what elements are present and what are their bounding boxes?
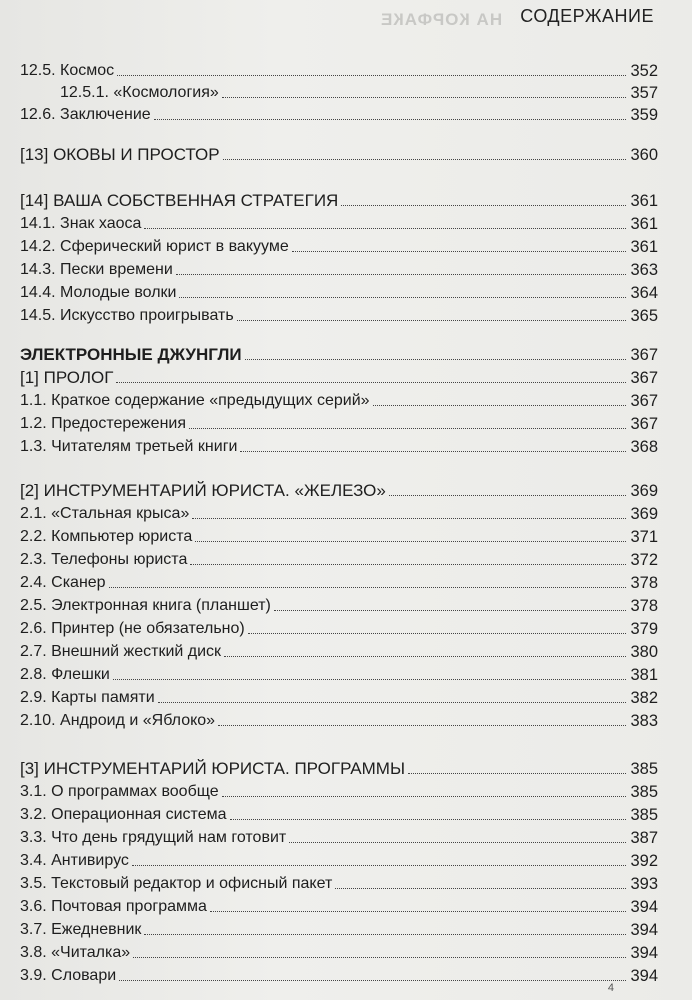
dot-leader xyxy=(408,773,626,774)
toc-label: [14] ВАША СОБСТВЕННАЯ СТРАТЕГИЯ xyxy=(20,191,339,210)
dot-leader xyxy=(389,495,627,496)
toc-entry xyxy=(20,963,658,985)
toc-page-number: 382 xyxy=(630,689,658,707)
toc-label: 14.2. Сферический юрист в вакууме xyxy=(20,238,289,255)
toc-entry xyxy=(20,940,658,962)
toc-page-number: 372 xyxy=(630,551,658,569)
toc-chapter-entry xyxy=(20,188,658,210)
toc-chapter-entry xyxy=(20,142,658,164)
toc-label: 2.1. «Стальная крыса» xyxy=(20,505,190,522)
toc-page-number: 360 xyxy=(630,146,658,164)
toc-chapter-entry xyxy=(20,365,658,387)
toc-page-number: 359 xyxy=(630,106,658,124)
dot-leader xyxy=(274,610,627,611)
toc-entry xyxy=(20,802,658,824)
dot-leader xyxy=(117,75,626,76)
dot-leader xyxy=(179,297,626,298)
dot-leader xyxy=(192,518,626,519)
toc-page-number: 367 xyxy=(630,392,658,410)
toc-entry xyxy=(20,871,658,893)
toc-label: 1.1. Краткое содержание «предыдущих серий» xyxy=(20,392,370,409)
toc-page-number: 383 xyxy=(630,712,658,730)
dot-leader xyxy=(292,251,627,252)
toc-label: 2.4. Сканер xyxy=(20,574,106,591)
toc-entry xyxy=(20,685,658,707)
toc-entry xyxy=(20,593,658,615)
toc-part-entry xyxy=(20,342,658,364)
toc-label: 3.3. Что день грядущий нам готовит xyxy=(20,829,287,846)
dot-leader xyxy=(245,359,627,360)
toc-label: 12.6. Заключение xyxy=(20,106,151,123)
dot-leader xyxy=(240,451,626,452)
toc-page-number: 392 xyxy=(630,852,658,870)
toc-page-number: 365 xyxy=(630,307,658,325)
toc-label: 3.8. «Читалка» xyxy=(20,944,131,961)
toc-label: [13] ОКОВЫ И ПРОСТОР xyxy=(20,145,220,164)
dot-leader xyxy=(109,587,627,588)
toc-page-number: 385 xyxy=(630,783,658,801)
toc-page-number: 380 xyxy=(630,643,658,661)
toc-entry xyxy=(20,388,658,410)
toc-page-number: 364 xyxy=(630,284,658,302)
dot-leader xyxy=(154,119,627,120)
toc-entry xyxy=(20,257,658,279)
toc-label: 3.4. Антивирус xyxy=(20,852,129,869)
toc-entry xyxy=(20,211,658,233)
dot-leader xyxy=(237,320,627,321)
toc-entry xyxy=(20,303,658,325)
toc-page-number: 394 xyxy=(630,944,658,962)
toc-page-number: 394 xyxy=(630,921,658,939)
toc-page-number: 367 xyxy=(630,369,658,387)
dot-leader xyxy=(222,796,627,797)
dot-leader xyxy=(189,428,626,429)
toc-entry xyxy=(20,570,658,592)
dot-leader xyxy=(158,702,627,703)
toc-page-number: 352 xyxy=(630,62,658,80)
toc-label: 14.5. Искусство проигрывать xyxy=(20,307,234,324)
toc-label: [3] ИНСТРУМЕНТАРИЙ ЮРИСТА. ПРОГРАММЫ xyxy=(20,759,405,778)
dot-leader xyxy=(144,228,626,229)
dot-leader xyxy=(195,541,626,542)
toc-page-number: 387 xyxy=(630,829,658,847)
toc-page-number: 381 xyxy=(630,666,658,684)
dot-leader xyxy=(113,679,627,680)
toc-page-number: 385 xyxy=(630,806,658,824)
toc-entry xyxy=(20,58,658,80)
toc-chapter-entry xyxy=(20,478,658,500)
dot-leader xyxy=(224,656,626,657)
toc-label: [1] ПРОЛОГ xyxy=(20,368,114,387)
toc-page-number: 363 xyxy=(630,261,658,279)
toc-label: 2.2. Компьютер юриста xyxy=(20,528,193,545)
toc-page-number: 367 xyxy=(630,415,658,433)
dot-leader xyxy=(210,911,627,912)
toc-page-number: 371 xyxy=(630,528,658,546)
dot-leader xyxy=(341,205,626,206)
toc-chapter-entry xyxy=(20,756,658,778)
bleed-through-text: НА КОРФАКЕ xyxy=(380,10,503,29)
toc-label: 2.6. Принтер (не обязательно) xyxy=(20,620,245,637)
toc-label: 3.9. Словари xyxy=(20,967,117,984)
dot-leader xyxy=(132,865,627,866)
toc-label: 3.2. Операционная система xyxy=(20,806,227,823)
toc-label: 2.5. Электронная книга (планшет) xyxy=(20,597,271,614)
dot-leader xyxy=(230,819,627,820)
dot-leader xyxy=(218,725,626,726)
toc-label: 3.6. Почтовая программа xyxy=(20,898,207,915)
dot-leader xyxy=(248,633,627,634)
toc-page-number: 394 xyxy=(630,898,658,916)
toc-label: 2.10. Андроид и «Яблоко» xyxy=(20,712,216,729)
toc-label: ЭЛЕКТРОННЫЕ ДЖУНГЛИ xyxy=(20,345,242,364)
toc-label: 12.5. Космос xyxy=(20,62,115,79)
dot-leader xyxy=(222,97,627,98)
running-head: СОДЕРЖАНИЕ xyxy=(520,6,654,26)
toc-entry xyxy=(20,917,658,939)
toc-entry xyxy=(20,501,658,523)
toc-label: 12.5.1. «Космология» xyxy=(60,84,219,101)
toc-entry xyxy=(20,894,658,916)
page-mark: 4 xyxy=(607,982,614,994)
toc-page-number: 361 xyxy=(630,238,658,256)
toc-label: 3.1. О программах вообще xyxy=(20,783,219,800)
dot-leader xyxy=(176,274,627,275)
toc-label: 14.1. Знак хаоса xyxy=(20,215,142,232)
toc-entry xyxy=(20,547,658,569)
toc-page-number: 357 xyxy=(630,84,658,102)
toc-page-number: 361 xyxy=(630,215,658,233)
toc-label: 1.3. Читателям третьей книги xyxy=(20,438,238,455)
toc-label: 14.3. Пески времени xyxy=(20,261,173,278)
dot-leader xyxy=(190,564,626,565)
toc-label: 1.2. Предостережения xyxy=(20,415,187,432)
toc-entry xyxy=(20,411,658,433)
toc-label: 3.7. Ежедневник xyxy=(20,921,142,938)
toc-label: 2.8. Флешки xyxy=(20,666,110,683)
toc-label: 14.4. Молодые волки xyxy=(20,284,177,301)
dot-leader xyxy=(373,405,627,406)
toc-entry xyxy=(20,662,658,684)
toc-page-number: 369 xyxy=(630,482,658,500)
toc-entry xyxy=(20,102,658,124)
toc-page-number: 367 xyxy=(630,346,658,364)
toc-entry xyxy=(20,779,658,801)
dot-leader xyxy=(133,957,626,958)
dot-leader xyxy=(116,382,626,383)
toc-label: 2.3. Телефоны юриста xyxy=(20,551,188,568)
toc-page-number: 385 xyxy=(630,760,658,778)
toc-entry xyxy=(20,434,658,456)
toc-label: 2.7. Внешний жесткий диск xyxy=(20,643,222,660)
toc-entry xyxy=(20,848,658,870)
toc-label: [2] ИНСТРУМЕНТАРИЙ ЮРИСТА. «ЖЕЛЕЗО» xyxy=(20,481,386,500)
toc-entry xyxy=(20,639,658,661)
dot-leader xyxy=(289,842,626,843)
toc-page-number: 378 xyxy=(630,597,658,615)
toc-page-number: 393 xyxy=(630,875,658,893)
dot-leader xyxy=(223,159,627,160)
toc-entry xyxy=(20,234,658,256)
toc-entry xyxy=(20,80,658,102)
toc-entry xyxy=(20,524,658,546)
toc-page-number: 368 xyxy=(630,438,658,456)
dot-leader xyxy=(335,888,626,889)
toc-entry xyxy=(20,280,658,302)
toc-entry xyxy=(20,825,658,847)
toc-label: 3.5. Текстовый редактор и офисный пакет xyxy=(20,875,333,892)
toc-page-number: 369 xyxy=(630,505,658,523)
dot-leader xyxy=(119,980,626,981)
toc-page-number: 361 xyxy=(630,192,658,210)
toc-page-number: 378 xyxy=(630,574,658,592)
toc-entry xyxy=(20,616,658,638)
toc-entry xyxy=(20,708,658,730)
toc-page-number: 394 xyxy=(630,967,658,985)
toc-label: 2.9. Карты памяти xyxy=(20,689,155,706)
dot-leader xyxy=(144,934,626,935)
toc-page-number: 379 xyxy=(630,620,658,638)
